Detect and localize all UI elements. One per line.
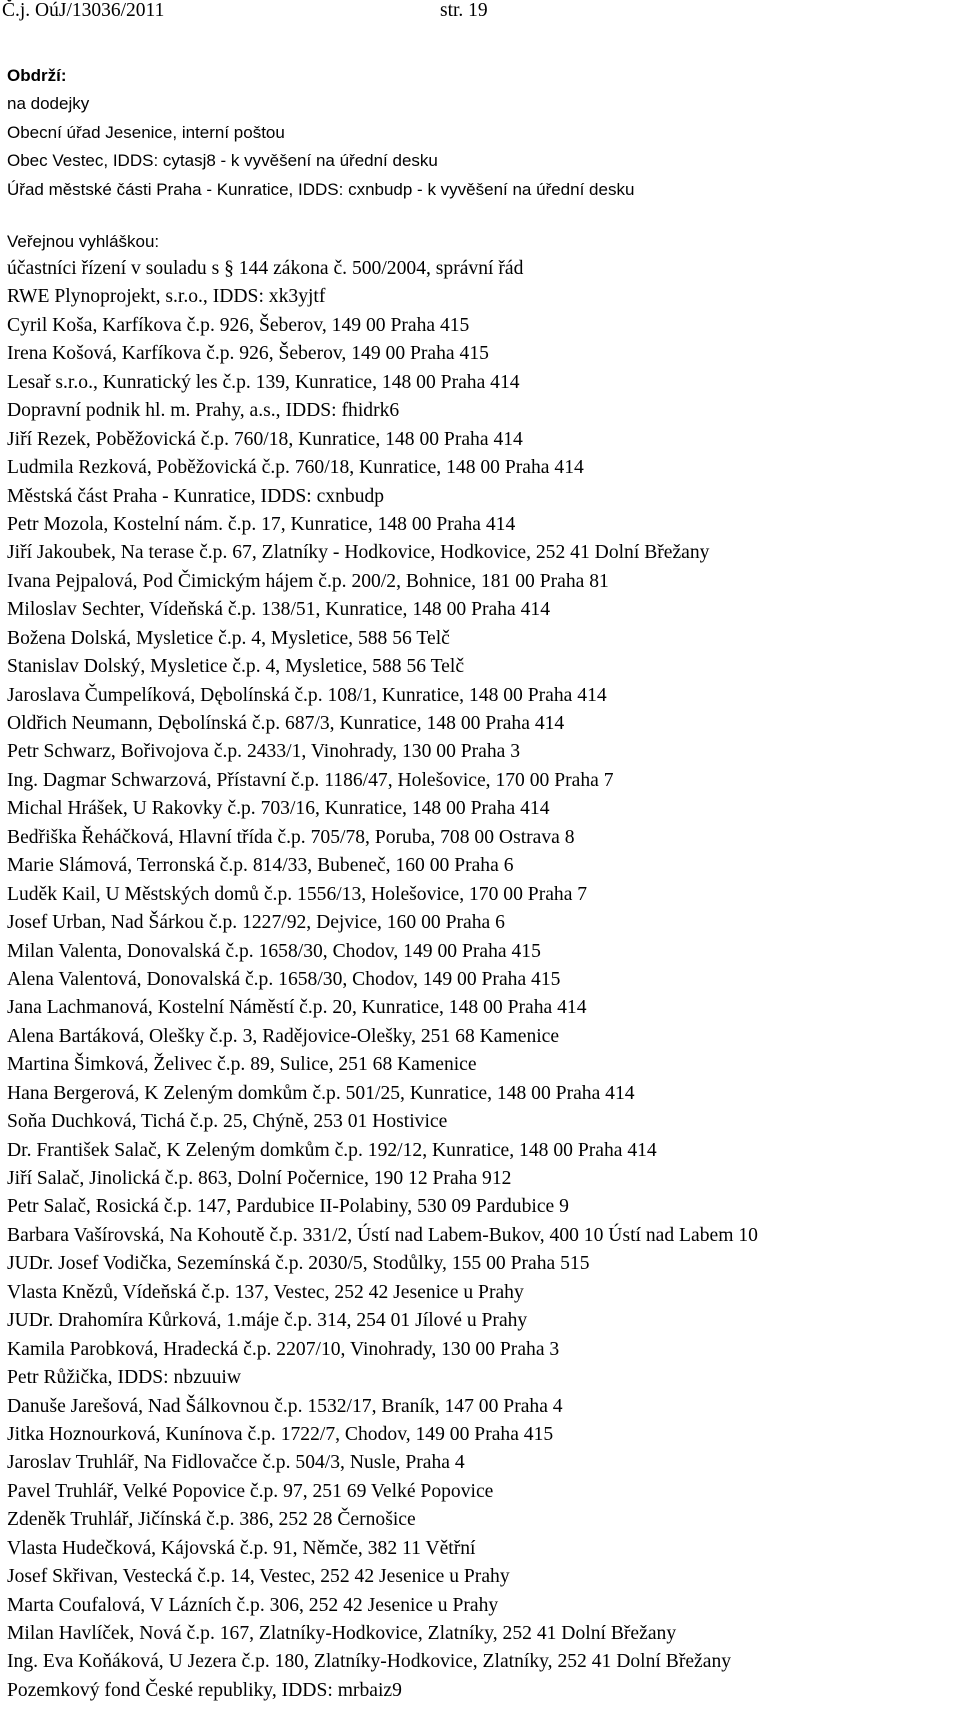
participant-line: Jaroslava Čumpelíková, Dębolínská č.p. 108/1, Kunratice, 148 00 Praha 414 — [7, 684, 607, 706]
participant-line: Martina Šimková, Želivec č.p. 89, Sulice, 251 68 Kamenice — [7, 1054, 477, 1076]
participant-line: Jaroslav Truhlář, Na Fidlovačce č.p. 504/3, Nusle, Praha 4 — [7, 1452, 465, 1474]
participant-line: Petr Růžička, IDDS: nbzuuiw — [7, 1367, 241, 1389]
participant-line: Miloslav Sechter, Vídeňská č.p. 138/51, Kunratice, 148 00 Praha 414 — [7, 599, 551, 621]
participant-line: Pavel Truhlář, Velké Popovice č.p. 97, 251 69 Velké Popovice — [7, 1480, 494, 1502]
participant-line: Pozemkový fond České republiky, IDDS: mrbaiz9 — [7, 1679, 402, 1701]
recipient-line: Obec Vestec, IDDS: cytasj8 - k vyvěšení na úřední desku — [7, 151, 438, 171]
participant-line: Josef Urban, Nad Šárkou č.p. 1227/92, Dejvice, 160 00 Praha 6 — [7, 912, 505, 934]
participant-line: RWE Plynoprojekt, s.r.o., IDDS: xk3yjtf — [7, 286, 326, 308]
public-notice-list — [7, 255, 758, 1705]
participant-line: Milan Valenta, Donovalská č.p. 1658/30, Chodov, 149 00 Praha 415 — [7, 940, 541, 962]
participant-line: Městská část Praha - Kunratice, IDDS: cxnbudp — [7, 485, 385, 507]
recipient-line: Úřad městské části Praha - Kunratice, IDDS: cxnbudp - k vyvěšení na úřední desku — [7, 179, 635, 199]
participant-line: Hana Bergerová, K Zeleným domkům č.p. 501/25, Kunratice, 148 00 Praha 414 — [7, 1082, 635, 1104]
participant-line: Stanislav Dolský, Mysletice č.p. 4, Mysletice, 588 56 Telč — [7, 656, 465, 678]
participant-line: Petr Salač, Rosická č.p. 147, Pardubice II-Polabiny, 530 09 Pardubice 9 — [7, 1196, 569, 1218]
recipients-section — [7, 62, 634, 204]
document-reference: Č.j. OúJ/13036/2011 — [2, 0, 165, 21]
participant-line: Vlasta Hudečková, Kájovská č.p. 91, Němče, 382 11 Větřní — [7, 1537, 476, 1559]
participant-line: Kamila Parobková, Hradecká č.p. 2207/10, Vinohrady, 130 00 Praha 3 — [7, 1338, 560, 1360]
notice-intro-line: účastníci řízení v souladu s § 144 zákona č. 500/2004, správní řád — [7, 258, 524, 279]
participant-line: Ing. Eva Koňáková, U Jezera č.p. 180, Zlatníky-Hodkovice, Zlatníky, 252 41 Dolní Břežany — [7, 1651, 732, 1673]
recipient-line: na dodejky — [7, 94, 90, 114]
participant-line: Jiří Rezek, Poběžovická č.p. 760/18, Kunratice, 148 00 Praha 414 — [7, 428, 523, 450]
participant-line: Irena Košová, Karfíkova č.p. 926, Šeberov, 149 00 Praha 415 — [7, 343, 489, 365]
participant-line: Jiří Jakoubek, Na terase č.p. 67, Zlatníky - Hodkovice, Hodkovice, 252 41 Dolní Břežany — [7, 542, 710, 564]
participant-line: Cyril Koša, Karfíkova č.p. 926, Šeberov, 149 00 Praha 415 — [7, 314, 470, 336]
recipients-title: Obdrží: — [7, 66, 67, 85]
participant-line: Oldřich Neumann, Dębolínská č.p. 687/3, Kunratice, 148 00 Praha 414 — [7, 713, 565, 734]
participant-line: Danuše Jarešová, Nad Šálkovnou č.p. 1532/17, Braník, 147 00 Praha 4 — [7, 1395, 563, 1417]
public-notice-title: Veřejnou vyhláškou: — [7, 232, 160, 251]
page-number: str. 19 — [440, 0, 488, 21]
participant-line: Alena Valentová, Donovalská č.p. 1658/30, Chodov, 149 00 Praha 415 — [7, 968, 561, 990]
participant-line: Bedřiška Řeháčková, Hlavní třída č.p. 705/78, Poruba, 708 00 Ostrava 8 — [7, 826, 575, 848]
participant-line: Ludmila Rezková, Poběžovická č.p. 760/18, Kunratice, 148 00 Praha 414 — [7, 457, 584, 479]
participant-line: Dr. František Salač, K Zeleným domkům č.p. 192/12, Kunratice, 148 00 Praha 414 — [7, 1139, 657, 1161]
participant-line: Petr Schwarz, Bořivojova č.p. 2433/1, Vinohrady, 130 00 Praha 3 — [7, 741, 521, 763]
participant-line: JUDr. Drahomíra Kůrková, 1.máje č.p. 314, 254 01 Jílové u Prahy — [7, 1310, 528, 1332]
participant-line: Alena Bartáková, Olešky č.p. 3, Radějovice-Olešky, 251 68 Kamenice — [7, 1025, 560, 1047]
participant-line: Božena Dolská, Mysletice č.p. 4, Mysletice, 588 56 Telč — [7, 627, 450, 649]
participant-line: Josef Skřivan, Vestecká č.p. 14, Vestec, 252 42 Jesenice u Prahy — [7, 1566, 510, 1588]
participant-line: Zdeněk Truhlář, Jičínská č.p. 386, 252 28 Černošice — [7, 1509, 416, 1531]
participant-line: Ing. Dagmar Schwarzová, Přístavní č.p. 1186/47, Holešovice, 170 00 Praha 7 — [7, 769, 614, 791]
participant-line: Lesař s.r.o., Kunratický les č.p. 139, Kunratice, 148 00 Praha 414 — [7, 371, 520, 393]
participant-line: Jiří Salač, Jinolická č.p. 863, Dolní Počernice, 190 12 Praha 912 — [7, 1168, 512, 1189]
participant-line: Marta Coufalová, V Lázních č.p. 306, 252 42 Jesenice u Prahy — [7, 1594, 499, 1616]
participant-line: JUDr. Josef Vodička, Sezemínská č.p. 2030/5, Stodůlky, 155 00 Praha 515 — [7, 1253, 590, 1275]
participant-line: Petr Mozola, Kostelní nám. č.p. 17, Kunratice, 148 00 Praha 414 — [7, 513, 516, 535]
participant-line: Soňa Duchková, Tichá č.p. 25, Chýně, 253 01 Hostivice — [7, 1111, 448, 1133]
participant-line: Luděk Kail, U Městských domů č.p. 1556/13, Holešovice, 170 00 Praha 7 — [7, 883, 588, 905]
participant-line: Marie Slámová, Terronská č.p. 814/33, Bubeneč, 160 00 Praha 6 — [7, 855, 514, 877]
participant-line: Dopravní podnik hl. m. Prahy, a.s., IDDS: fhidrk6 — [7, 400, 400, 422]
participant-line: Barbara Vašírovská, Na Kohoutě č.p. 331/2, Ústí nad Labem-Bukov, 400 10 Ústí nad Labem 10 — [7, 1224, 758, 1246]
participant-line: Vlasta Knězů, Vídeňská č.p. 137, Vestec, 252 42 Jesenice u Prahy — [7, 1281, 524, 1303]
participant-line: Jitka Hoznourková, Kunínova č.p. 1722/7, Chodov, 149 00 Praha 415 — [7, 1423, 554, 1445]
participant-line: Ivana Pejpalová, Pod Čimickým hájem č.p. 200/2, Bohnice, 181 00 Praha 81 — [7, 570, 609, 592]
participant-line: Michal Hrášek, U Rakovky č.p. 703/16, Kunratice, 148 00 Praha 414 — [7, 798, 550, 820]
participant-line: Jana Lachmanová, Kostelní Náměstí č.p. 20, Kunratice, 148 00 Praha 414 — [7, 997, 587, 1019]
participant-line: Milan Havlíček, Nová č.p. 167, Zlatníky-Hodkovice, Zlatníky, 252 41 Dolní Břežany — [7, 1623, 677, 1644]
recipient-line: Obecní úřad Jesenice, interní poštou — [7, 122, 285, 142]
